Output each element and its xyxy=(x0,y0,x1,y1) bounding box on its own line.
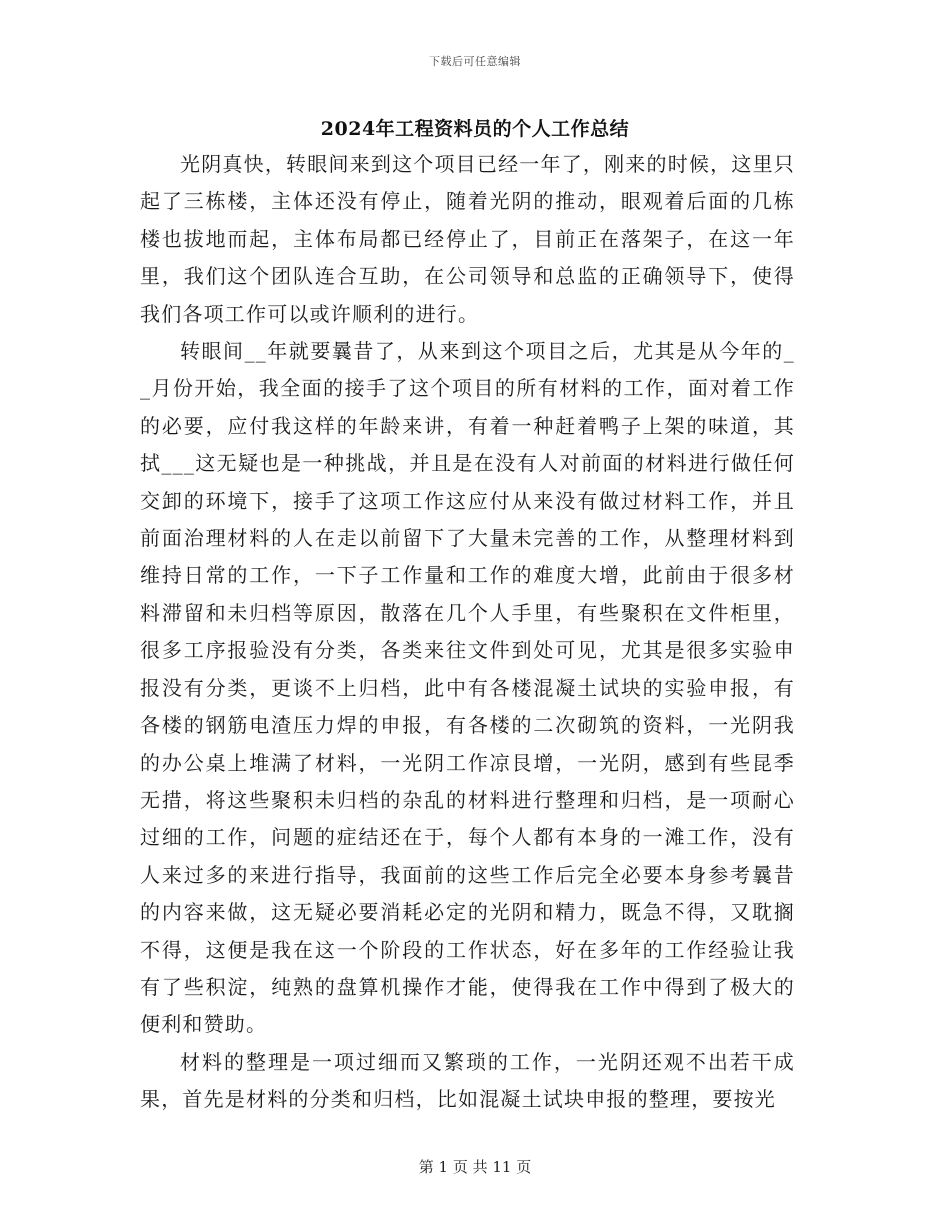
body-paragraph-2: 转眼间__年就要曩昔了，从来到这个项目之后，尤其是从今年的__月份开始，我全面的接手了这个项目的所有材料的工作，面对着工作的必要，应付我这样的年龄来讲，有着一种赶着鸭子上架的味道，其拭___这无疑也是一种挑战，并且是在没有人对前面的材料进行做任何交卸的环境下，接手了这项工作这应付从来没有做过材料工作，并且前面治理材料的人在走以前留下了大量未完善的工作，从整理材料到维持日常的工作，一下子工作量和工作的难度大增，此前由于很多材料滞留和未归档等原因，散落在几个人手里，有些聚积在文件柜里，很多工序报验没有分类，各类来往文件到处可见，尤其是很多实验申报没有分类，更谈不上归档，此中有各楼混凝土试块的实验申报，有各楼的钢筋电渣压力焊的申报，有各楼的二次砌筑的资料，一光阴我的办公桌上堆满了材料，一光阴工作凉艮增，一光阴，感到有些昆季无措，将这些聚积未归档的杂乱的材料进行整理和归档，是一项耐心过细的工作，问题的症结还在于，每个人都有本身的一滩工作，没有人来过多的来进行指导，我面前的这些工作后完全必要本身参考曩昔的内容来做，这无疑必要消耗必定的光阴和精力，既急不得，又耽搁不得，这便是我在这一个阶段的工作状态，好在多年的工作经验让我有了些积淀，纯熟的盘算机操作才能，使得我在工作中得到了极大的便利和赞助。 xyxy=(140,339,795,1037)
document-body xyxy=(140,146,795,1119)
body-paragraph-3: 材料的整理是一项过细而又繁琐的工作，一光阴还观不出若干成果，首先是材料的分类和归档，比如混凝土试块申报的整理，要按光 xyxy=(140,1049,795,1112)
document-title: 2024年工程资料员的个人工作总结 xyxy=(320,118,630,140)
download-note: 下载后可任意编辑 xyxy=(429,55,521,68)
body-paragraph-1: 光阴真快，转眼间来到这个项目已经一年了，刚来的时候，这里只起了三栋楼，主体还没有停止，随着光阴的推动，眼观着后面的几栋楼也拔地而起，主体布局都已经停止了，目前正在落架子，在这一年里，我们这个团队连合互助，在公司领导和总监的正确领导下，使得我们各项工作可以或许顺利的进行。 xyxy=(140,152,795,326)
page-number: 第 1 页 共 11 页 xyxy=(418,1158,532,1176)
